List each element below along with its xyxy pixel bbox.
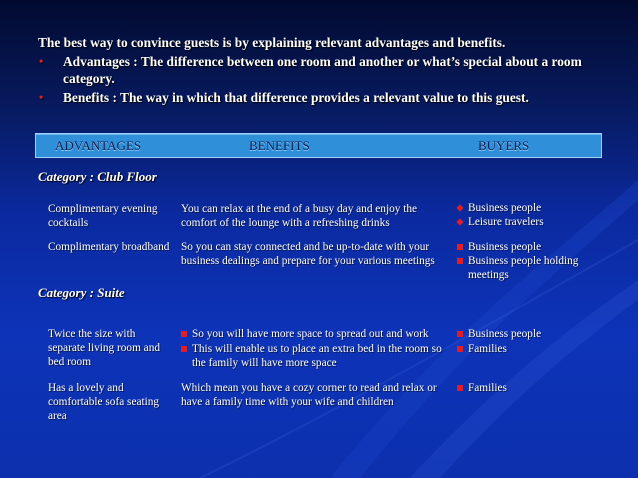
benefit-cell: You can relax at the end of a busy day and enjoy the comfort of the lounge with a refreshing drinks (181, 203, 418, 229)
bullet-advantages (38, 53, 623, 87)
benefit-item (181, 327, 451, 341)
buyer-text: Leisure travelers (468, 216, 544, 228)
category-suite: Category : Suite (38, 285, 125, 300)
header-buyers: BUYERS (478, 138, 530, 153)
buyer-item (457, 327, 607, 341)
advantage-cell: Has a lovely and comfortable sofa seating area (48, 382, 160, 422)
buyers-cell (457, 327, 607, 356)
header-advantages: ADVANTAGES (55, 138, 142, 153)
buyers-cell (457, 240, 607, 282)
benefit-text: So you will have more space to spread out and work (192, 328, 429, 340)
benefit-text: This will enable us to place an extra bed in the room so the family will have more space (192, 343, 442, 369)
square-bullet-icon (181, 346, 187, 352)
square-bullet-icon (457, 244, 463, 250)
buyer-text: Families (468, 382, 507, 394)
bullet-benefits-text: Benefits : The way in which that difference provides a relevant value to this guest. (63, 90, 529, 105)
bullet-advantages-text: Advantages : The difference between one room and another or what’s special about a room category. (63, 54, 582, 86)
intro-block (38, 34, 623, 106)
category-club-floor: Category : Club Floor (38, 169, 157, 184)
diamond-bullet-icon (456, 218, 463, 225)
buyers-cell (457, 381, 607, 395)
buyer-item (457, 215, 607, 229)
square-bullet-icon (457, 346, 463, 352)
header-benefits: BENEFITS (249, 138, 310, 153)
buyer-item (457, 342, 607, 356)
buyer-text: Business people holding meetings (468, 255, 579, 281)
square-bullet-icon (457, 258, 463, 264)
buyer-item (457, 240, 607, 254)
advantage-cell: Complimentary broadband (48, 241, 170, 253)
buyer-item (457, 254, 607, 282)
square-bullet-icon (457, 385, 463, 391)
buyer-text: Business people (468, 202, 542, 214)
diamond-bullet-icon (456, 204, 463, 211)
buyer-item (457, 201, 607, 215)
benefit-cell: Which mean you have a cozy corner to read and relax or have a family time with your wife and children (181, 382, 437, 408)
buyer-item (457, 381, 607, 395)
bullet-benefits (38, 89, 623, 106)
buyer-text: Business people (468, 328, 542, 340)
advantage-cell: Twice the size with separate living room and bed room (48, 328, 160, 368)
bullet-dot-icon: • (39, 90, 44, 104)
advantage-cell: Complimentary evening cocktails (48, 203, 158, 229)
square-bullet-icon (457, 331, 463, 337)
square-bullet-icon (181, 331, 187, 337)
benefits-cell (181, 327, 451, 370)
intro-lead: The best way to convince guests is by explaining relevant advantages and benefits. (38, 35, 506, 50)
benefit-item (181, 342, 451, 370)
buyer-text: Families (468, 343, 507, 355)
benefit-cell: So you can stay connected and be up-to-date with your business dealings and prepare for your various meetings (181, 241, 435, 267)
bullet-dot-icon: • (39, 54, 44, 68)
buyers-cell (457, 201, 607, 229)
table-header-bar (35, 133, 602, 158)
buyer-text: Business people (468, 241, 542, 253)
